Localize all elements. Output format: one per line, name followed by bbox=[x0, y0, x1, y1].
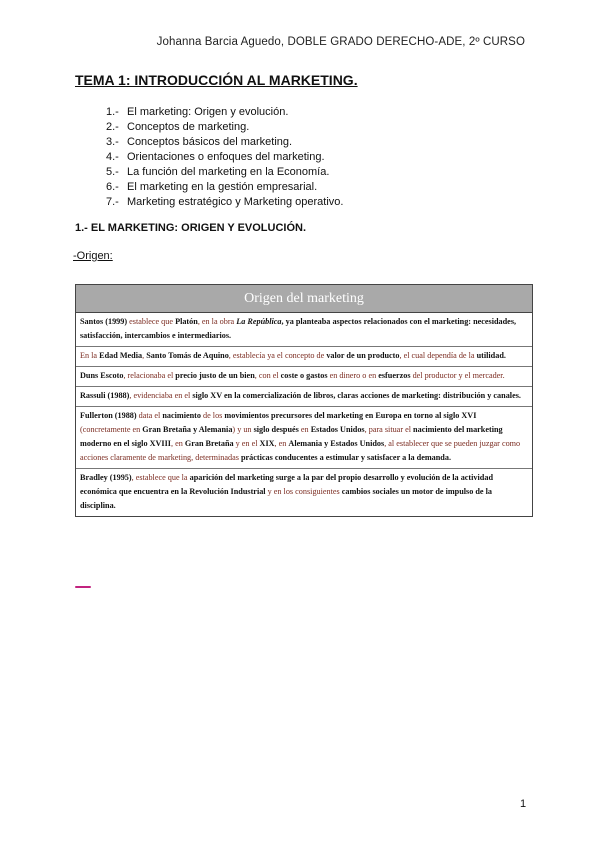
toc-item: 6.- El marketing en la gestión empresarial. bbox=[106, 181, 318, 193]
highlight-mark bbox=[75, 586, 91, 588]
toc-item: 4.- Orientaciones o enfoques del marketing. bbox=[106, 151, 325, 163]
table-row: En la Edad Media, Santo Tomás de Aquino, establecía ya el concepto de valor de un producto, el cual dependía de la utilidad. bbox=[76, 347, 532, 367]
table-of-contents bbox=[106, 105, 343, 210]
origin-table bbox=[75, 284, 533, 517]
table-row: Fullerton (1988) data el nacimiento de los movimientos precursores del marketing en Europa en torno al siglo XVI (concretamente en Gran Bretaña y Alemania) y un siglo después en Estados Unidos, para situar el nacimiento del marketing moderno en el siglo XVIII, en Gran Bretaña y en el XIX, en Alemania y Estados Unidos, al establecer que se pueden juzgar como acciones claramente de marketing, determinadas prácticas conducentes a estimular y satisfacer a la demanda. bbox=[76, 407, 532, 469]
table-row: Bradley (1995), establece que la aparición del marketing surge a la par del propio desarrollo y evolución de la actividad económica que encuentra en la Revolución Industrial y en los consiguientes cambios sociales un motor de impulso de la disciplina. bbox=[80, 473, 493, 510]
page-title: TEMA 1: INTRODUCCIÓN AL MARKETING. bbox=[75, 72, 358, 88]
toc-item: 2.- Conceptos de marketing. bbox=[106, 121, 250, 133]
table-header: Origen del marketing bbox=[76, 285, 532, 313]
toc-item: 1.- El marketing: Origen y evolución. bbox=[106, 106, 289, 118]
table-row: Duns Escoto, relacionaba el precio justo de un bien, con el coste o gastos en dinero o en esfuerzos del productor y el mercader. bbox=[76, 367, 532, 387]
table-row: Rassuli (1988), evidenciaba en el siglo XV en la comercialización de libros, claras acciones de marketing: distribución y canales. bbox=[76, 387, 532, 407]
origen-label: -Origen: bbox=[73, 250, 113, 262]
table-row: Santos (1999) establece que Platón, en la obra La República, ya planteaba aspectos relacionados con el marketing: necesidades, satisfacción, intercambios e intermediarios. bbox=[76, 313, 532, 347]
page-header: Johanna Barcia Aguedo, DOBLE GRADO DERECHO-ADE, 2º CURSO bbox=[156, 36, 525, 48]
toc-item: 7.- Marketing estratégico y Marketing operativo. bbox=[106, 196, 344, 208]
toc-item: 5.- La función del marketing en la Economía. bbox=[106, 166, 330, 178]
section-heading: 1.- EL MARKETING: ORIGEN Y EVOLUCIÓN. bbox=[75, 222, 307, 234]
page-number: 1 bbox=[520, 798, 527, 810]
toc-item: 3.- Conceptos básicos del marketing. bbox=[106, 136, 293, 148]
